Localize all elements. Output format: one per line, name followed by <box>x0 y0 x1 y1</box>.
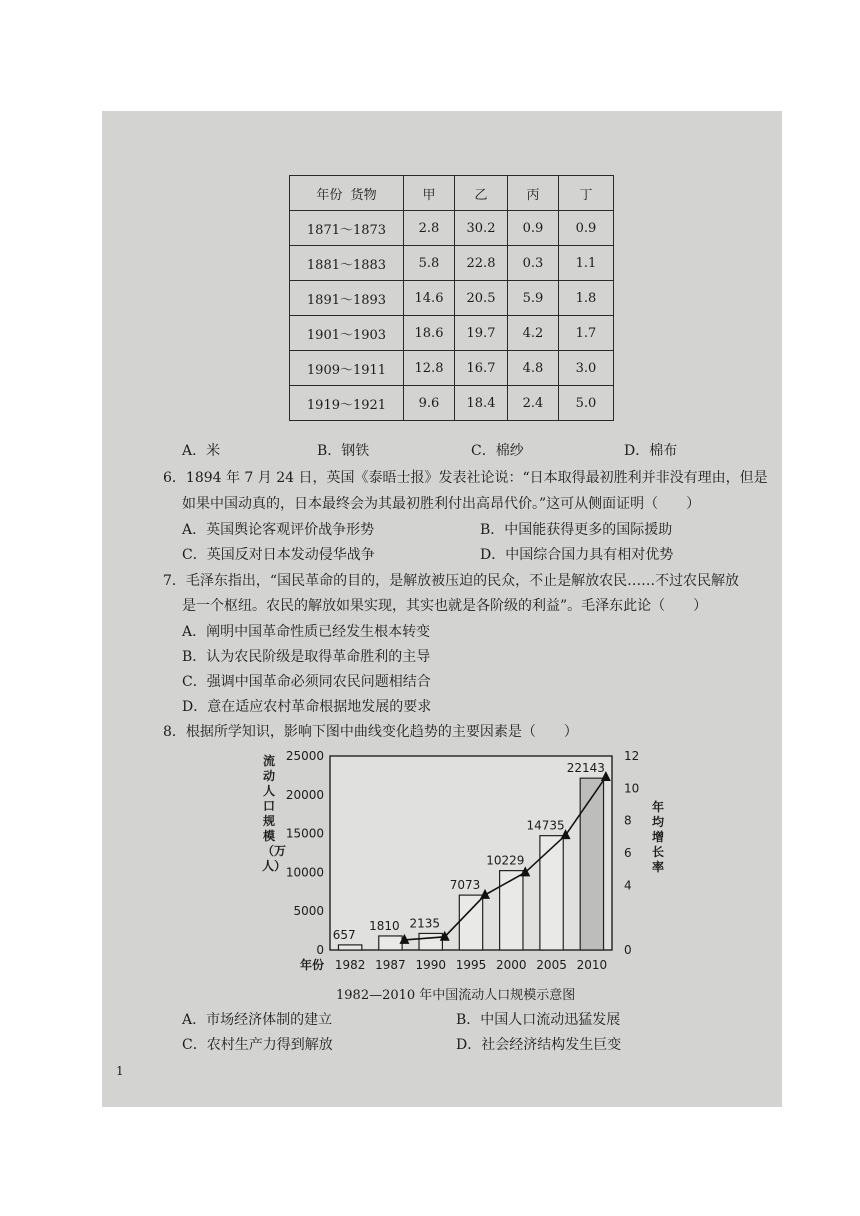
y-tick-label: 20000 <box>285 787 324 802</box>
bar-value-label: 2135 <box>409 916 440 931</box>
q5-option-c[interactable]: C．棉纱 <box>471 443 524 459</box>
y-tick-label: 10000 <box>285 865 324 880</box>
q8-option-c[interactable]: C．农村生产力得到解放 <box>182 1037 333 1053</box>
q7-option-c[interactable]: C．强调中国革命必须同农民问题相结合 <box>182 674 431 690</box>
header-goods-label: 货物 <box>350 187 377 203</box>
x-tick-label: 1990 <box>415 958 446 972</box>
q8-stem: 8．根据所学知识，影响下图中曲线变化趋势的主要因素是（ ） <box>163 724 578 740</box>
table-cell: 0.9 <box>559 211 614 246</box>
y2-tick-label: 10 <box>624 781 640 796</box>
bar <box>459 895 482 950</box>
table-header-cell: 丁 <box>559 176 614 211</box>
q7-stem-line1: 7．毛泽东指出，“国民革命的目的，是解放被压迫的民众，不止是解放农民……不过农民解放 <box>163 573 740 589</box>
y2-tick-label: 4 <box>624 878 632 893</box>
q8-option-b[interactable]: B．中国人口流动迅猛发展 <box>456 1012 621 1028</box>
table-header-cell: 乙 <box>455 176 508 211</box>
table-cell: 18.6 <box>404 316 455 351</box>
q7-option-d[interactable]: D．意在适应农村革命根据地发展的要求 <box>182 699 432 715</box>
x-tick-label: 2000 <box>496 958 527 972</box>
table-cell: 12.8 <box>404 351 455 386</box>
y-tick-label: 5000 <box>293 904 324 919</box>
table-cell-year: 1881～1883 <box>290 246 404 281</box>
y2-tick-label: 8 <box>624 813 632 828</box>
q6-option-a[interactable]: A．英国舆论客观评价战争形势 <box>182 522 375 538</box>
q7-option-a[interactable]: A．阐明中国革命性质已经发生根本转变 <box>182 624 431 640</box>
q8-option-a[interactable]: A．市场经济体制的建立 <box>182 1012 333 1028</box>
x-tick-label: 2010 <box>576 958 608 972</box>
q6-option-b[interactable]: B．中国能获得更多的国际援助 <box>480 522 673 538</box>
table-cell: 0.3 <box>508 246 559 281</box>
table-cell: 5.0 <box>559 386 614 421</box>
y2-tick-label: 0 <box>624 943 632 957</box>
chart-y-axis-label: 流动人口规模（万人） <box>262 754 287 873</box>
table-cell-year: 1901～1903 <box>290 316 404 351</box>
bar-value-label: 7073 <box>449 878 481 893</box>
table-cell-year: 1919～1921 <box>290 386 404 421</box>
table-cell: 5.8 <box>404 246 455 281</box>
bar <box>379 936 402 950</box>
q5-option-a[interactable]: A．米 <box>182 443 221 459</box>
table-cell: 14.6 <box>404 281 455 316</box>
q7-option-b[interactable]: B．认为农民阶级是取得革命胜利的主导 <box>182 649 431 665</box>
table-cell: 9.6 <box>404 386 455 421</box>
table-cell: 16.7 <box>455 351 508 386</box>
chart-y2-axis-label: 年均增长率 <box>651 800 664 874</box>
table-cell: 1.8 <box>559 281 614 316</box>
y-tick-label: 0 <box>316 943 324 957</box>
q5-option-b[interactable]: B．钢铁 <box>317 443 370 459</box>
x-tick-label: 1987 <box>375 958 406 972</box>
x-tick-label: 1995 <box>455 958 487 972</box>
bar-value-label: 657 <box>332 927 356 942</box>
table-cell: 4.8 <box>508 351 559 386</box>
table-cell: 5.9 <box>508 281 559 316</box>
table-cell: 19.7 <box>455 316 508 351</box>
y2-tick-label: 12 <box>624 749 640 763</box>
y2-tick-label: 6 <box>624 846 632 860</box>
table-cell-year: 1891～1893 <box>290 281 404 316</box>
table-cell-year: 1871～1873 <box>290 211 404 246</box>
q8-option-d[interactable]: D．社会经济结构发生巨变 <box>456 1037 622 1053</box>
table-cell: 1.7 <box>559 316 614 351</box>
table-cell: 3.0 <box>559 351 614 386</box>
table-cell: 22.8 <box>455 246 508 281</box>
x-tick-label: 2005 <box>536 958 567 972</box>
table-cell: 20.5 <box>455 281 508 316</box>
page-number: 1 <box>116 1064 124 1078</box>
table-cell: 1.1 <box>559 246 614 281</box>
table-header-cell: 丙 <box>508 176 559 211</box>
y-tick-label: 25000 <box>285 749 324 763</box>
q6-option-c[interactable]: C．英国反对日本发动侵华战争 <box>182 547 375 563</box>
bar <box>580 778 603 950</box>
table-cell: 30.2 <box>455 211 508 246</box>
header-year-label: 年份 <box>316 187 343 203</box>
table-header-cell: 甲 <box>404 176 455 211</box>
x-tick-label: 1982 <box>334 958 366 972</box>
bar <box>540 836 563 950</box>
y-tick-label: 15000 <box>285 826 324 841</box>
q7-stem-line2: 是一个枢纽。农民的解放如果实现，其实也就是各阶级的利益”。毛泽东此论（ ） <box>182 598 708 614</box>
q6-stem-line1: 6．1894 年 7 月 24 日，英国《泰晤士报》发表社论说：“日本取得最初胜利并非没有理由，但是 <box>163 470 768 486</box>
table-cell: 0.9 <box>508 211 559 246</box>
q6-stem-line2: 如果中国动真的，日本最终会为其最初胜利付出高昂代价。”这可从侧面证明（ ） <box>182 496 701 512</box>
chart-title: 1982—2010 年中国流动人口规模示意图 <box>336 988 576 1003</box>
table-cell: 4.2 <box>508 316 559 351</box>
bar <box>419 933 442 950</box>
table-cell-year: 1909～1911 <box>290 351 404 386</box>
q6-option-d[interactable]: D．中国综合国力具有相对优势 <box>480 547 674 563</box>
table-cell: 18.4 <box>455 386 508 421</box>
q5-option-d[interactable]: D．棉布 <box>624 443 678 459</box>
table-cell: 2.4 <box>508 386 559 421</box>
bar-value-label: 1810 <box>369 918 400 933</box>
bar-value-label: 22143 <box>566 761 605 776</box>
bar <box>500 871 523 950</box>
bar-value-label: 10229 <box>486 853 525 868</box>
bar <box>338 945 361 950</box>
x-axis-label: 年份 <box>299 958 324 972</box>
table-cell: 2.8 <box>404 211 455 246</box>
bar-value-label: 14735 <box>526 818 565 833</box>
